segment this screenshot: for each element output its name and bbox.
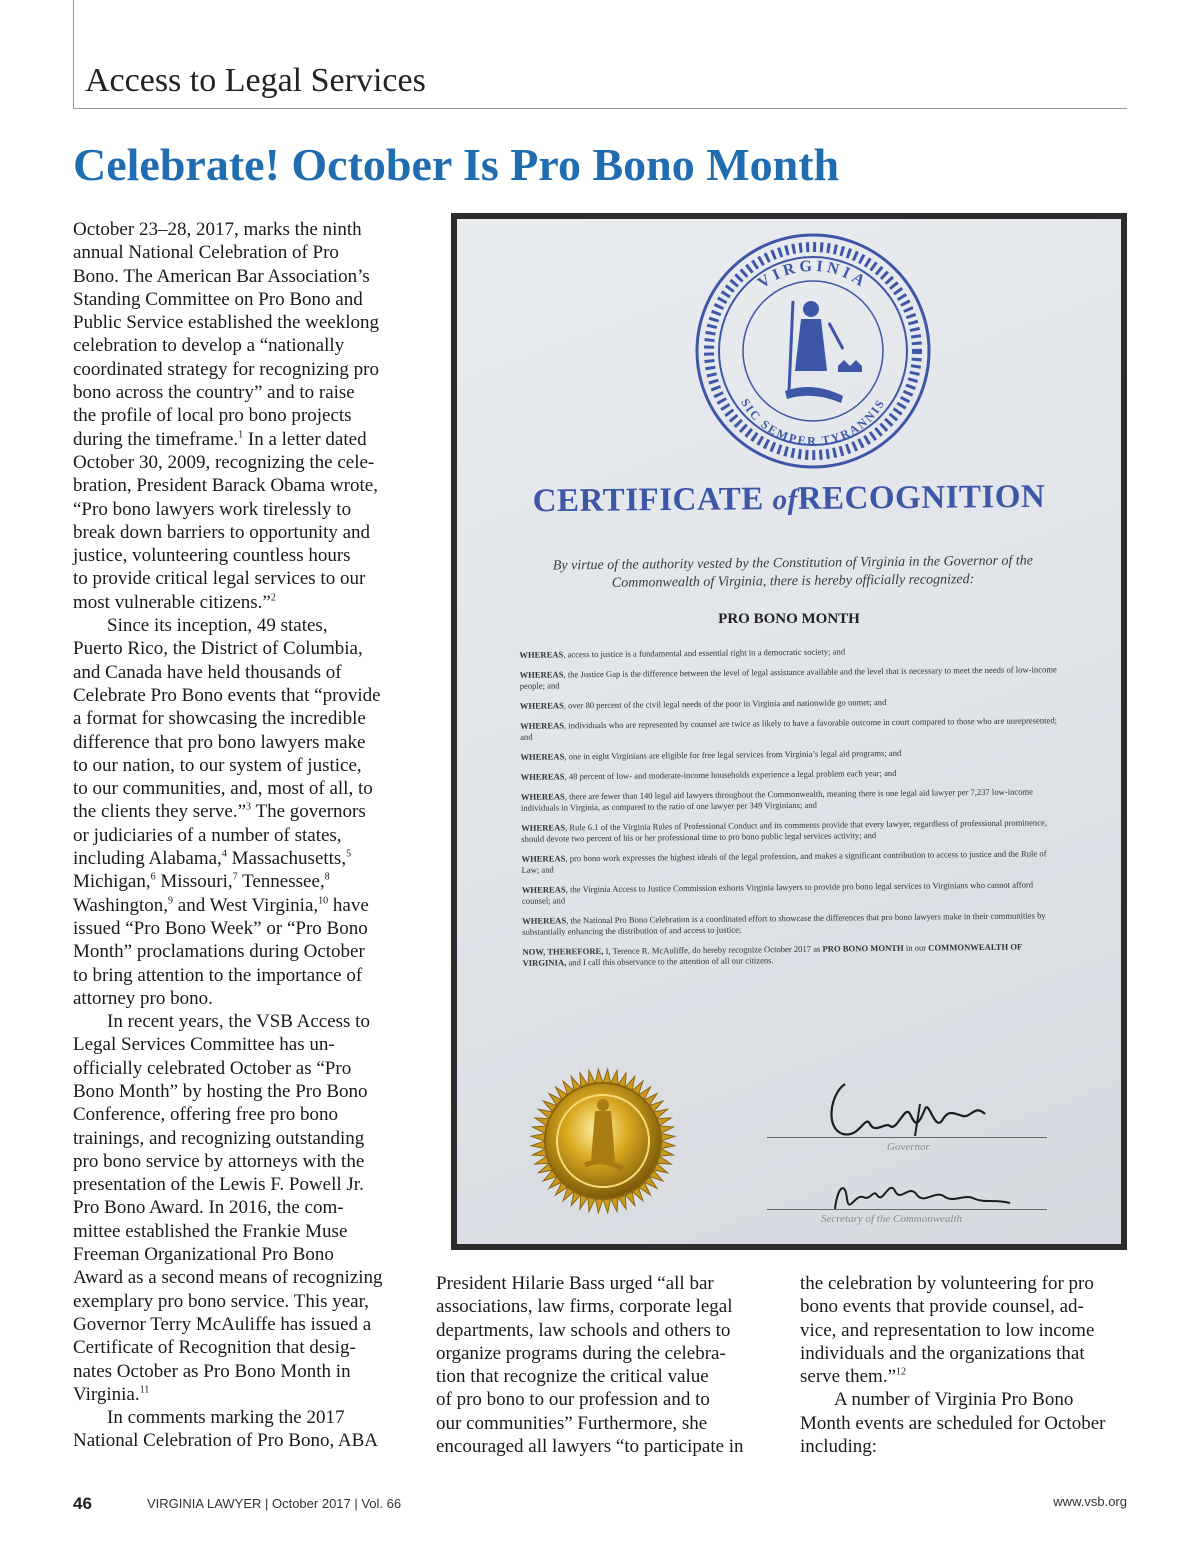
paragraph-6: the celebration by volunteering for pro bono events that provide counsel, ad- vice, and representation to low income individuals and the organizations that serve them.”$^{12}$ [800,1273,1095,1388]
footnote-ref: 11 [139,1384,150,1396]
certificate-paper [457,219,1121,1244]
footnote-ref: 6 [150,871,156,883]
governor-signature-line [767,1137,1047,1138]
certificate-intro: By virtue of the authority vested by the Constitution of Virginia in the Governor of the Commonwealth of Virginia, there is hereby officially recognized: [552,553,1034,591]
page-number: 46 [73,1494,92,1513]
whereas-clause: WHEREAS, the Justice Gap is the difference between the level of legal assistance available and the level that is necessary to meet the needs of low-income people; and [519,664,1057,691]
footnote-ref: 5 [346,848,352,860]
secretary-signature-line [767,1209,1047,1210]
footnote-ref: 4 [221,848,227,860]
whereas-clause: WHEREAS, 48 percent of low- and moderate-income households experience a legal problem each year; and [520,767,897,782]
footnote-ref: 9 [168,895,174,907]
paragraph-1: October 23–28, 2017, marks the ninth annual National Celebration of Pro Bono. The American Bar Association’s Standing Committee on Pro Bono and Public Service established the weeklong celebration to develop a “nationally coordinated strategy for recognizing pro bono across the country” and to raise the profile of local pro bono projects during the timeframe.$^1$ In a letter dated October 30, 2009, recognizing the cele- bration, President Barack Obama wrote, “Pro bono lawyers work tirelessly to break down barriers to opportunity and justice, volunteering countless hours to provide critical legal services to our most vulnerable citizens.”$^2$ [73,219,380,613]
certificate-heading: PRO BONO MONTH [718,611,860,627]
paragraph-7: A number of Virginia Pro Bono Month events are scheduled for October including: [800,1389,1106,1458]
article-title: Celebrate! October Is Pro Bono Month [73,139,840,190]
certificate-photo [451,213,1127,1250]
article-column-3 [800,1272,1130,1458]
header-rule-vertical [73,0,74,108]
footnote-ref: 7 [232,871,238,883]
whereas-clause: WHEREAS, the Virginia Access to Justice Commission exhorts Virginia lawyers to provide pro bono legal services to Virginians who cannot afford counsel; and [521,879,1034,906]
svg-text:SIC SEMPER TYRANNIS: SIC SEMPER TYRANNIS [738,396,888,448]
header-rule-horizontal [73,108,1127,109]
whereas-clause: WHEREAS, one in eight Virginians are eligible for free legal services from Virginia’s legal aid programs; and [520,747,902,762]
footnote-ref: 12 [896,1366,907,1378]
secretary-signature [825,1169,1015,1219]
now-therefore-clause: NOW, THEREFORE, I, Terence R. McAuliffe, do hereby recognize October 2017 as PRO BONO MONTH in our COMMONWEALTH OF VIRGINIA, and I call this observance to the attention of all our citizens. [522,941,1022,968]
certificate-title: CERTIFICATE ofRECOGNITION [532,478,1046,520]
whereas-clause: WHEREAS, over 80 percent of the civil legal needs of the poor in Virginia and nationwide go unmet; and [519,696,887,711]
footnote-ref: 8 [324,871,330,883]
whereas-clause: WHEREAS, access to justice is a fundamental and essential right in a democratic society; and [519,646,846,660]
whereas-clause: WHEREAS, individuals who are represented by counsel are twice as likely to have a favorable outcome in court compared to those who are unrepresented; and [520,715,1058,742]
virginia-seal-icon [693,231,933,471]
gold-seal-icon [523,1061,683,1221]
secretary-label: Secretary of the Commonwealth [821,1213,963,1225]
magazine-info: VIRGINIA LAWYER | October 2017 | Vol. 66 [147,1496,402,1511]
footnote-ref: 3 [246,802,252,814]
paragraph-2: Since its inception, 49 states, Puerto Rico, the District of Columbia, and Canada have held thousands of Celebrate Pro Bono events that “provide a format for showcasing the incredible difference that pro bono lawyers make to our nation, to our system of justice, to our communities, and, most of all, to the clients they serve.”$^3$ The governors or judiciaries of a number of states, including Alabama,$^4$ Massachusetts,$^5$ Michigan,$^6$ Missouri,$^7$ Tennessee,$^8$ Washington,$^9$ and West Virginia,$^{10}$ have issued “Pro Bono Week” or “Pro Bono Month” proclamations during October to bring attention to the importance of attorney pro bono. [73,615,381,1009]
paragraph-5: President Hilarie Bass urged “all bar associations, law firms, corporate legal departments, law schools and others to organize programs during the celebra- tion that recognize the critical value of pro bono to our profession and to our communities” Furthermore, she encouraged all lawyers “to participate in [436,1273,744,1458]
footnote-ref: 2 [270,592,276,604]
whereas-clause: WHEREAS, there are fewer than 140 legal aid lawyers throughout the Commonwealth, meaning there is one legal aid lawyer per 7,237 low-income individuals in Virginia, as compared to the ratio of one lawyer per 349 Virginians; and [520,786,1034,813]
section-title: Access to Legal Services [85,62,426,99]
svg-text:VIRGINIA: VIRGINIA [754,257,872,293]
whereas-clause: WHEREAS, Rule 6.1 of the Virginia Rules of Professional Conduct and its comments provide that every lawyer, regardless of professional prominence, should devote two percent of his or her professional time to pro bono public legal services activity; and [521,817,1047,844]
website-link[interactable]: www.vsb.org [1053,1494,1127,1509]
article-column-1 [73,218,403,1453]
governor-label: Governor [887,1141,930,1153]
paragraph-3: In recent years, the VSB Access to Legal Services Committee has un- officially celebrated October as “Pro Bono Month” by hosting the Pro Bono Conference, offering free pro bono trainings, and recognizing outstanding pro bono service by attorneys with the presentation of the Lewis F. Powell Jr. Pro Bono Award. In 2016, the com- mittee established the Frankie Muse Freeman Organizational Pro Bono Award as a second means of recognizing exemplary pro bono service. This year, Governor Terry McAuliffe has issued a Certificate of Recognition that desig- nates October as Pro Bono Month in Virginia.$^{11}$ [73,1011,383,1405]
whereas-clause: WHEREAS, pro bono work expresses the highest ideals of the legal profession, and makes a significant contribution to access to justice and the Rule of Law; and [521,848,1047,875]
whereas-clause: WHEREAS, the National Pro Bono Celebration is a coordinated effort to showcase the differences that pro bono lawyers make in their communities by substantially enhancing the distribution of and access to justice; [522,910,1046,937]
footnote-ref: 10 [318,895,329,907]
article-column-2 [436,1272,766,1458]
whereas-clauses [519,644,1062,978]
footnote-ref: 1 [238,429,244,441]
paragraph-4: In comments marking the 2017 National Celebration of Pro Bono, ABA [73,1407,379,1452]
